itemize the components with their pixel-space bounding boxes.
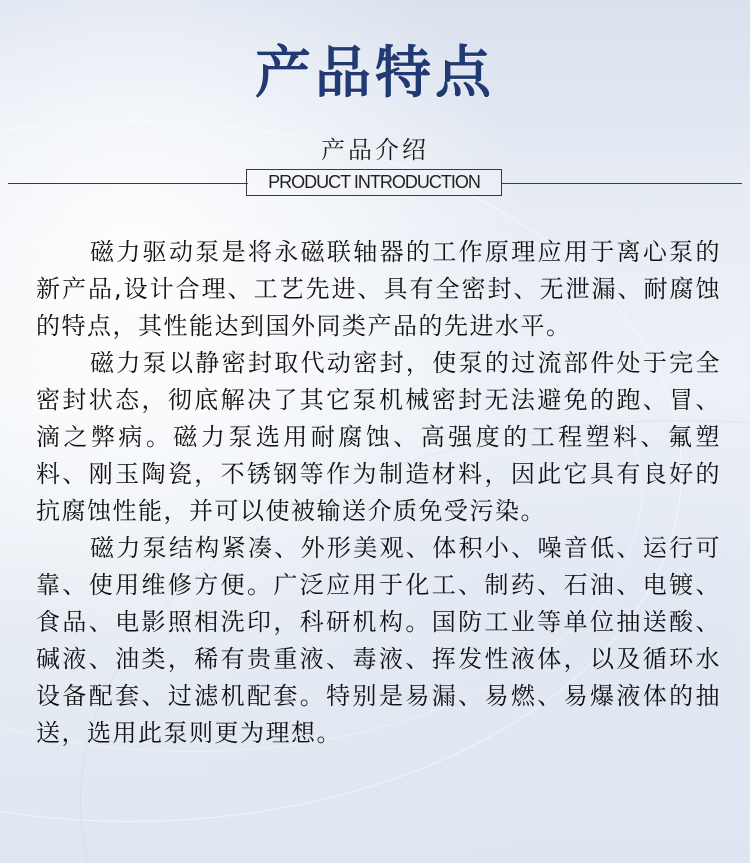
paragraph: 磁力泵以静密封取代动密封，使泵的过流部件处于完全密封状态，彻底解决了其它泵机械密封无法避免的跑、冒、滴之弊病。磁力泵选用耐腐蚀、高强度的工程塑料、氟塑料、刚玉陶瓷，不锈钢等作为制造材料，因此它具有良好的抗腐蚀性能，并可以使被输送介质免受污染。 [36, 349, 721, 525]
section-subtitle-english: PRODUCT INTRODUCTION [246, 169, 502, 196]
paragraph: 磁力驱动泵是将永磁联轴器的工作原理应用于离心泵的新产品,设计合理、工艺先进、具有全密封、无泄漏、耐腐蚀的特点，其性能达到国外同类产品的先进水平。 [36, 238, 721, 340]
page-title: 产品特点 [255, 40, 495, 106]
section-subtitle-chinese: 产品介绍 [321, 136, 429, 164]
divider-left [8, 183, 248, 184]
paragraph: 磁力泵结构紧凑、外形美观、体积小、噪音低、运行可靠、使用维修方便。广泛应用于化工、制药、石油、电镀、食品、电影照相洗印，科研机构。国防工业等单位抽送酸、碱液、油类，稀有贵重液、毒液、挥发性液体，以及循环水设备配套、过滤机配套。特别是易漏、易燃、易爆液体的抽送，选用此泵则更为理想。 [36, 534, 721, 747]
divider-right [502, 183, 742, 184]
product-description [36, 234, 721, 752]
